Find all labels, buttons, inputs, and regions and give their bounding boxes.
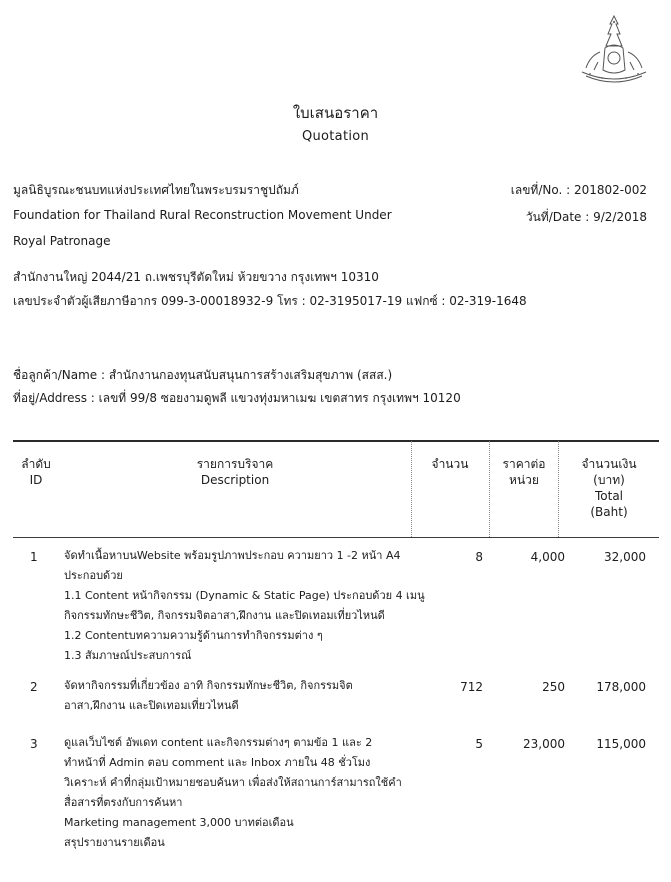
- row-total: 178,000: [596, 680, 646, 694]
- page-subtitle: Quotation: [301, 129, 370, 144]
- header-id: ลำดับ ID: [21, 457, 51, 487]
- table-top-rule: [13, 440, 659, 442]
- row-id: 2: [30, 680, 38, 694]
- row-unit-price: 250: [542, 680, 565, 694]
- header-quantity: จำนวน: [431, 457, 469, 471]
- row-quantity: 712: [460, 680, 483, 694]
- royal-crest-icon: [572, 12, 656, 88]
- row-id: 1: [30, 550, 38, 564]
- row-description: จัดหากิจกรรมที่เกี่ยวข้อง อาทิ กิจกรรมทักษะชีวิต, กิจกรรมจิต อาสา,ฝึกงาน และปิดเทอมเที่ยวไหนดี: [64, 679, 353, 712]
- issuer-name-en: Foundation for Thailand Rural Reconstruction Movement Under: [13, 208, 392, 222]
- header-description: รายการบริจาค Description: [196, 457, 274, 487]
- table-header-rule: [13, 537, 659, 538]
- customer-name: ชื่อลูกค้า/Name : สำนักงานกองทุนสนับสนุนการสร้างเสริมสุขภาพ (สสส.): [13, 368, 393, 382]
- header-unit-price: ราคาต่อ หน่วย: [502, 457, 546, 487]
- row-id: 3: [30, 737, 38, 751]
- doc-date: วันที่/Date : 9/2/2018: [525, 210, 647, 224]
- row-quantity: 8: [475, 550, 483, 564]
- row-total: 32,000: [604, 550, 646, 564]
- doc-number: เลขที่/No. : 201802-002: [510, 183, 647, 197]
- customer-address: ที่อยู่/Address : เลขที่ 99/8 ซอยงามดูพลี แขวงทุ่งมหาเมฆ เขตสาทร กรุงเทพฯ 10120: [13, 391, 461, 405]
- row-unit-price: 4,000: [530, 550, 565, 564]
- page-title: ใบเสนอราคา: [292, 104, 379, 122]
- issuer-tax-contact: เลขประจำตัวผู้เสียภาษีอากร 099-3-00018932-9 โทร : 02-3195017-19 แฟกซ์ : 02-319-1648: [13, 294, 527, 308]
- issuer-name-th: มูลนิธิบูรณะชนบทแห่งประเทศไทยในพระบรมราชูปถัมภ์: [13, 183, 299, 197]
- issuer-name-en-cont: Royal Patronage: [13, 234, 111, 248]
- row-unit-price: 23,000: [523, 737, 565, 751]
- row-description: ดูแลเว็บไซต์ อัพเดท content และกิจกรรมต่างๆ ตามข้อ 1 และ 2 ทำหน้าที่ Admin ตอบ comment และ Inbox ภายใน 48 ชั่วโมง วิเคราะห์ คำที่กลุ่มเป้าหมายชอบค้นหา เพื่อส่งให้สถานการ์สามารถใช้คำ สื่อสารที่ตรงกับการค้นหา Marketing management 3,000 บาทต่อเดือน สรุปรายงานรายเดือน: [64, 736, 402, 849]
- issuer-address: สำนักงานใหญ่ 2044/21 ถ.เพชรบุรีตัดใหม่ ห้วยขวาง กรุงเทพฯ 10310: [13, 270, 379, 284]
- row-quantity: 5: [475, 737, 483, 751]
- row-total: 115,000: [596, 737, 646, 751]
- row-description: จัดทำเนื้อหาบนWebsite พร้อมรูปภาพประกอบ ความยาว 1 -2 หน้า A4 ประกอบด้วย 1.1 Content หน้ากิจกรรม (Dynamic & Static Page) ประกอบด้วย 4 เมนู กิจกรรมทักษะชีวิต, กิจกรรมจิตอาสา,ฝึกงาน และปิดเทอมเที่ยวไหนดี 1.2 Contentบทความความรู้ด้านการทำกิจกรรมต่าง ๆ 1.3 สัมภาษณ์ประสบการณ์: [64, 549, 425, 662]
- header-total: จำนวนเงิน (บาท) Total (Baht): [581, 457, 637, 519]
